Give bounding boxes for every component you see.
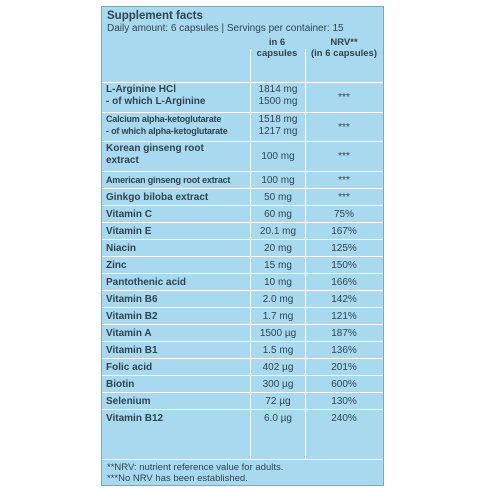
nutrient-amount-line1: 20.1 mg: [259, 226, 297, 237]
nutrient-amount: [252, 294, 304, 306]
nutrient-name-line1: Folic acid: [106, 362, 153, 373]
table-row: [102, 324, 383, 341]
amount-column-header: [252, 37, 302, 59]
nutrient-name: [106, 413, 163, 425]
nutrient-name-line1: Biotin: [106, 379, 135, 390]
nrv-header-line1: NRV**: [330, 37, 358, 48]
nutrient-nrv: 125%: [331, 243, 357, 254]
amount-header-line2: capsules: [256, 48, 298, 59]
table-row: [102, 256, 383, 273]
nutrient-nrv: 136%: [331, 345, 357, 356]
table-row: [102, 222, 383, 239]
nutrient-amount-line1: 402 µg: [262, 362, 294, 373]
nutrient-nrv: 142%: [331, 294, 357, 305]
nutrient-nrv: 201%: [331, 362, 357, 373]
nutrient-name-line1: Vitamin B2: [106, 311, 158, 322]
nutrient-name-line1: Vitamin C: [106, 209, 152, 220]
nutrient-amount: [252, 396, 304, 408]
nutrient-amount: [252, 84, 304, 107]
nutrient-name-line1: Calcium alpha-ketoglutarate: [106, 114, 222, 124]
nutrient-amount-line1: 20 mg: [264, 243, 292, 254]
nutrient-amount-line1: 300 µg: [262, 379, 294, 390]
table-row: [102, 82, 383, 112]
nutrient-name: [106, 294, 158, 306]
nrv-column-header: [307, 37, 381, 59]
nutrient-nrv: 240%: [331, 413, 357, 424]
nutrient-amount: [252, 362, 304, 374]
table-row: [102, 392, 383, 409]
nutrient-amount: [252, 209, 304, 221]
nutrient-name: [106, 260, 127, 272]
nutrient-nrv: 121%: [331, 311, 357, 322]
nutrient-nrv: ***: [338, 192, 350, 203]
nutrient-amount-line1: 60 mg: [264, 209, 292, 220]
nrv-header-line2: (in 6 capsules): [311, 48, 377, 59]
table-row: [102, 375, 383, 392]
nutrient-amount-line1: 6.0 µg: [263, 413, 292, 424]
nutrient-name-line1: Korean ginseng root: [106, 143, 204, 154]
footnote-no-nrv: ***No NRV has been established.: [107, 473, 248, 484]
table-row: [102, 239, 383, 256]
panel-title: Supplement facts: [107, 10, 203, 22]
nutrient-amount-line2: 1500 mg: [258, 95, 298, 107]
nutrient-name: [106, 114, 228, 137]
nutrient-name-line1: Zinc: [106, 260, 127, 271]
nutrient-name-line1: Ginkgo biloba extract: [106, 192, 209, 203]
nutrient-amount-line1: 10 mg: [264, 277, 292, 288]
nutrient-name: [106, 143, 204, 166]
nutrient-nrv: 130%: [331, 396, 357, 407]
nutrient-name-line1: Pantothenic acid: [106, 277, 187, 288]
panel-subtitle: Daily amount: 6 capsules | Servings per container: 15: [107, 23, 344, 34]
nutrient-name-line1: L-Arginine HCl: [106, 84, 176, 95]
nutrient-nrv: ***: [338, 122, 350, 133]
table-row: [102, 141, 383, 171]
nutrient-name-line2: - of which alpha-ketoglutarate: [106, 125, 228, 136]
table-row: [102, 290, 383, 307]
nutrient-nrv: 166%: [331, 277, 357, 288]
footnote-nrv: **NRV: nutrient reference value for adults.: [107, 462, 284, 473]
nutrient-amount: [252, 175, 304, 187]
table-row: [102, 205, 383, 222]
nutrient-name-line1: Vitamin A: [106, 328, 152, 339]
nutrient-nrv: ***: [338, 151, 350, 162]
nutrient-name: [106, 328, 152, 340]
nutrient-amount-line1: 15 mg: [264, 260, 292, 271]
nutrient-amount: [252, 345, 304, 357]
nutrient-amount: [252, 114, 304, 137]
table-row: [102, 171, 383, 188]
nutrient-name: [106, 84, 205, 107]
nutrient-name: [106, 209, 152, 221]
nutrient-name: [106, 311, 158, 323]
nutrient-amount-line1: 72 µg: [265, 396, 291, 407]
nutrient-nrv: ***: [338, 175, 350, 186]
nutrient-nrv: 150%: [331, 260, 357, 271]
amount-header-line1: in 6: [268, 37, 286, 48]
nutrient-name-line1: Selenium: [106, 396, 151, 407]
nutrient-amount: [252, 328, 304, 340]
nutrient-nrv: ***: [338, 92, 350, 103]
nutrient-name-line1: Vitamin B6: [106, 294, 158, 305]
nutrient-amount: [252, 413, 304, 425]
nutrient-amount-line1: 1.7 mg: [262, 311, 294, 322]
nutrient-amount: [252, 379, 304, 391]
nutrient-name: [106, 175, 230, 187]
column-headers: [102, 35, 383, 67]
nutrient-name-line1: Vitamin E: [106, 226, 152, 237]
nutrient-name: [106, 345, 158, 357]
table-row: [102, 307, 383, 324]
nutrient-name-line2: extract: [106, 154, 139, 166]
nutrient-amount: [252, 311, 304, 323]
nutrient-name-line2: - of which L-Arginine: [106, 95, 206, 107]
nutrient-amount-line1: 1814 mg: [258, 84, 298, 95]
nutrient-name: [106, 379, 134, 391]
nutrient-amount: [252, 192, 304, 204]
nutrient-nrv: 75%: [333, 209, 354, 220]
nutrient-amount-line1: 1.5 mg: [262, 345, 294, 356]
nutrient-name: [106, 243, 136, 255]
nutrient-nrv: 167%: [331, 226, 357, 237]
nutrient-amount-line1: 100 mg: [261, 151, 295, 162]
nutrient-amount-line1: 1500 µg: [259, 328, 297, 339]
supplement-facts-panel: [101, 6, 384, 486]
nutrient-amount: [252, 226, 304, 238]
nutrient-amount: [252, 243, 304, 255]
nutrient-name-line1: Niacin: [106, 243, 137, 254]
table-row: [102, 341, 383, 358]
nutrient-nrv: 187%: [331, 328, 357, 339]
nutrient-name-line1: American ginseng root extract: [106, 175, 231, 185]
nutrient-name: [106, 362, 152, 374]
nutrient-name: [106, 226, 151, 238]
table-row: [102, 358, 383, 375]
nutrient-amount-line1: 1518 mg: [258, 114, 298, 125]
nutrient-amount: [252, 260, 304, 272]
nutrient-amount-line1: 2.0 mg: [262, 294, 294, 305]
panel-header: [102, 7, 383, 35]
nutrient-amount-line2: 1217 mg: [258, 125, 298, 137]
nutrient-amount: [252, 151, 304, 163]
nutrient-amount-line1: 50 mg: [264, 192, 292, 203]
nutrient-name-line1: Vitamin B1: [106, 345, 158, 356]
nutrient-name: [106, 192, 208, 204]
nutrient-nrv: 600%: [331, 379, 357, 390]
table-row: [102, 273, 383, 290]
footnotes: [102, 459, 383, 486]
nutrient-name: [106, 277, 186, 289]
nutrient-name: [106, 396, 150, 408]
nutrient-name-line1: Vitamin B12: [106, 413, 164, 424]
table-row: [102, 409, 383, 426]
nutrient-amount: [252, 277, 304, 289]
nutrient-amount-line1: 100 mg: [261, 175, 295, 186]
table-row: [102, 188, 383, 205]
table-row: [102, 112, 383, 141]
